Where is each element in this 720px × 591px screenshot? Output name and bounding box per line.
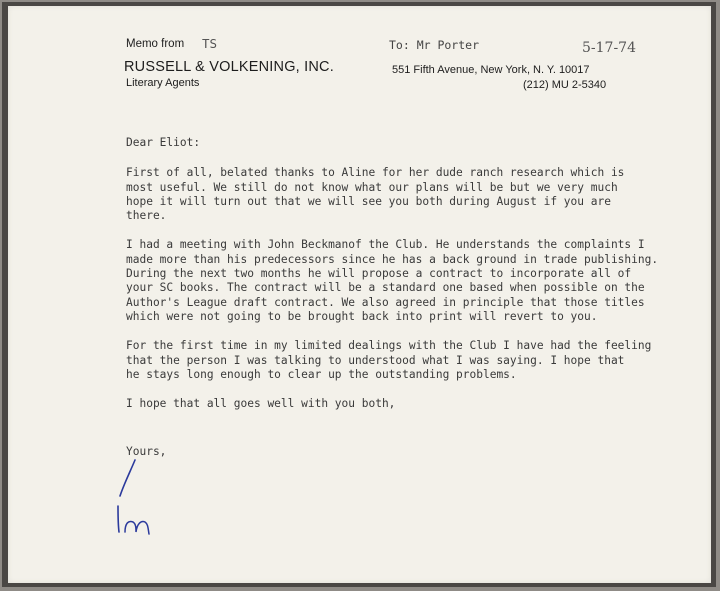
memo-recipient: To: Mr Porter [389,38,480,52]
firm-name: RUSSELL & VOLKENING, INC. [124,59,334,75]
memo-sheet [8,6,711,583]
closing: Yours, [126,445,167,459]
document-frame [2,2,716,587]
letter-body [126,136,686,460]
paragraph-3: For the first time in my limited dealings with the Club I have had the feeling that the person I was talking to understood what I was saying. I hope that he stays long enough to clear up the outstanding problems. [126,339,652,381]
memo-from-label: Memo from [126,38,185,50]
handwritten-signature [108,458,188,548]
paragraph-2: I had a meeting with John Beckmanof the Club. He understands the complaints I made more than his predecessors since he has a back ground in trade publishing. During the next two months he will propose a contract to incorporate all of your SC books. The contract will be a standard one based when possible on the Author's League draft contract. We also agreed in principle that those titles which were not going to be brought back into print will revert to you. [126,238,659,323]
firm-phone: (212) MU 2-5340 [523,79,607,91]
firm-address: 551 Fifth Avenue, New York, N. Y. 10017 [392,64,590,76]
firm-subtitle: Literary Agents [126,77,200,89]
paragraph-4: I hope that all goes well with you both, [126,397,396,411]
memo-from-initials: TS [202,36,218,51]
paragraph-1: First of all, belated thanks to Aline for her dude ranch research which is most useful. We still do not know what our plans will be but we very much hope it will turn out that we will see you both during August if you are there. [126,166,625,223]
memo-date: 5-17-74 [582,40,636,56]
salutation: Dear Eliot: [126,136,201,149]
